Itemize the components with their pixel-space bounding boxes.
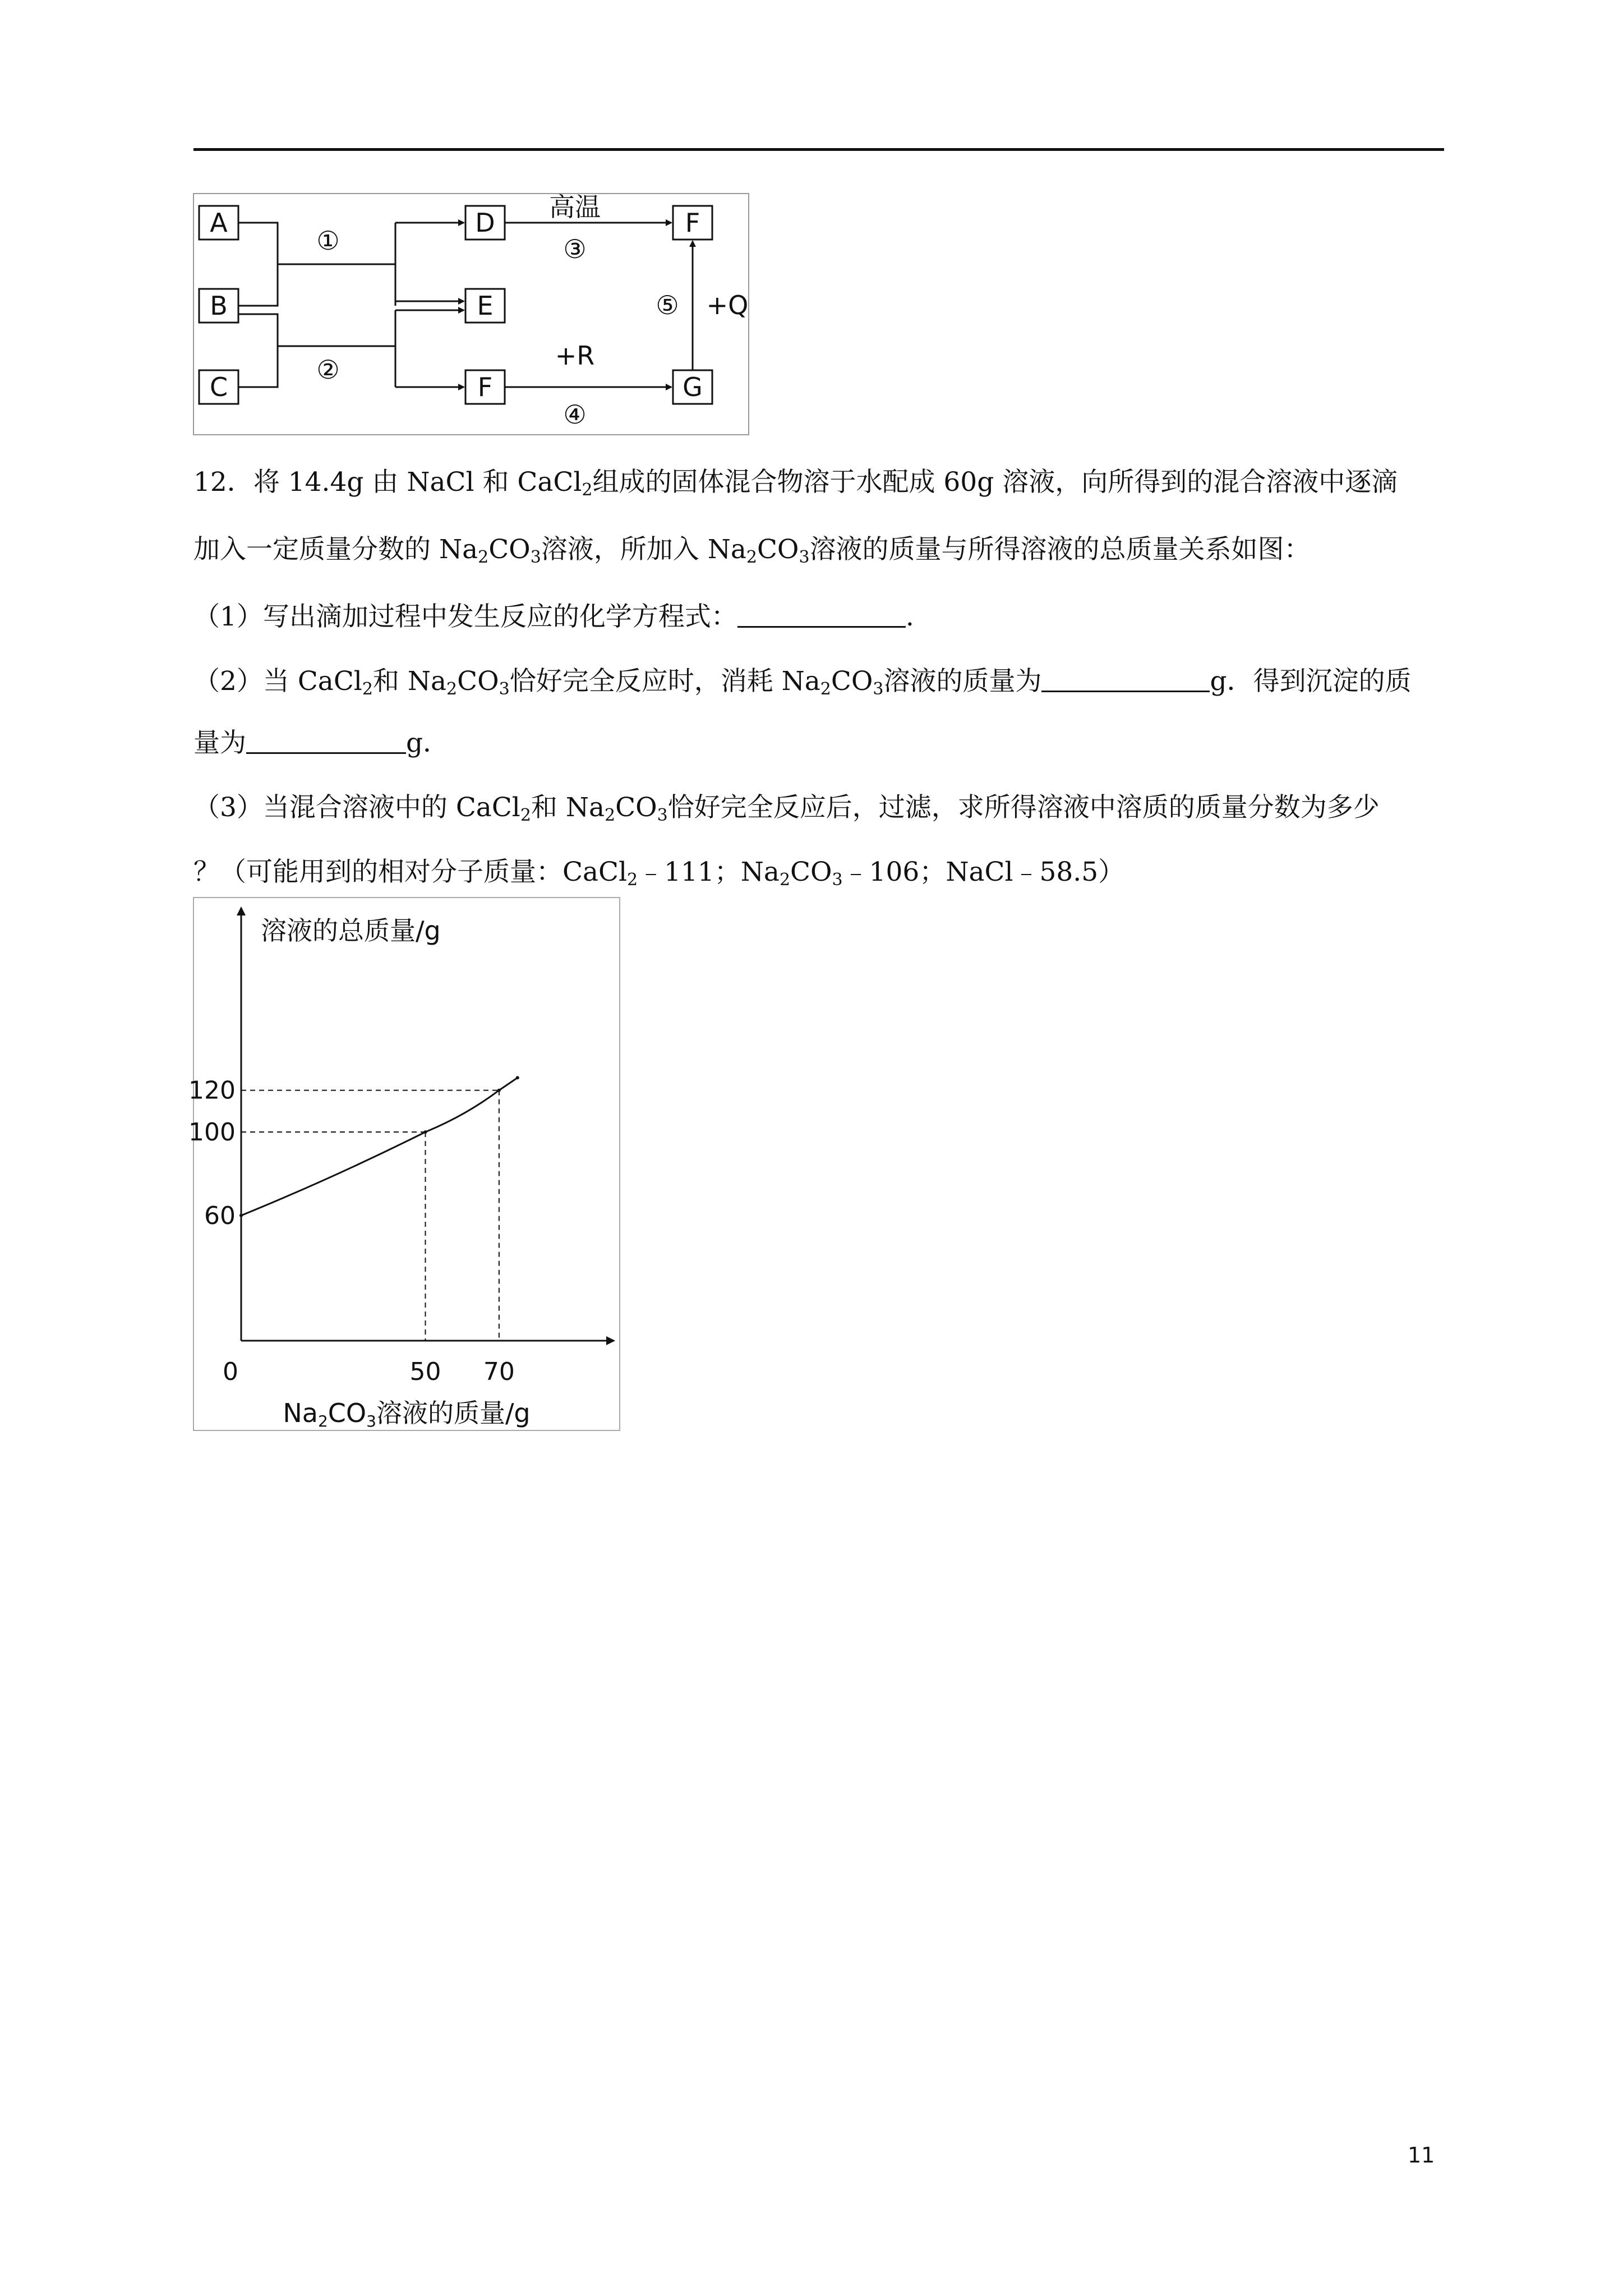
plus-q-label: +Q bbox=[706, 290, 749, 320]
node-d: D bbox=[475, 208, 495, 238]
subscript: 2 bbox=[605, 806, 616, 825]
subscript: 2 bbox=[582, 480, 593, 500]
text-segment: （3）当混合溶液中的 CaCl bbox=[193, 792, 520, 823]
node-a: A bbox=[210, 208, 228, 238]
subscript: 3 bbox=[832, 870, 843, 890]
text-segment: CO bbox=[457, 666, 499, 697]
text-segment: g． bbox=[406, 728, 450, 758]
subscript: 2 bbox=[779, 870, 791, 890]
node-f-top: F bbox=[685, 208, 700, 238]
subscript: 3 bbox=[530, 547, 541, 567]
subscript: 2 bbox=[626, 870, 638, 890]
origin-label: 0 bbox=[223, 1358, 238, 1386]
answer-blank-equation[interactable] bbox=[737, 602, 906, 628]
text-segment: 将 14.4g 由 NaCl 和 CaCl bbox=[253, 467, 582, 498]
node-f-bottom: F bbox=[477, 372, 493, 402]
subscript: 3 bbox=[499, 679, 510, 699]
x-tick-70: 70 bbox=[483, 1358, 515, 1386]
step-3-label: ③ bbox=[563, 234, 587, 264]
subscript: 2 bbox=[362, 679, 373, 699]
text-segment: 溶液，所加入 Na bbox=[541, 534, 746, 565]
step-5-label: ⑤ bbox=[656, 290, 679, 320]
header-rule bbox=[193, 148, 1444, 151]
text-segment: 溶液的质量为 bbox=[883, 666, 1042, 697]
x-axis-label: Na2CO3溶液的质量/g bbox=[283, 1398, 531, 1430]
subscript: 3 bbox=[873, 679, 884, 699]
answer-blank-precipitate-mass[interactable] bbox=[246, 729, 406, 754]
text-segment: CO bbox=[757, 534, 799, 565]
question-number: 12． bbox=[193, 467, 253, 498]
step-2-label: ② bbox=[316, 355, 340, 385]
text-segment: 恰好完全反应后，过滤，求所得溶液中溶质的质量分数为多少 bbox=[667, 792, 1380, 823]
question-part-2 bbox=[193, 665, 1450, 698]
subscript: 2 bbox=[820, 679, 831, 699]
text-segment: 溶液的质量与所得溶液的总质量关系如图： bbox=[809, 534, 1311, 565]
y-tick-120: 120 bbox=[188, 1076, 236, 1105]
question-part-3 bbox=[193, 791, 1450, 825]
text-segment: （1）写出滴加过程中发生反应的化学方程式： bbox=[193, 601, 737, 632]
text-segment: ﹣111；Na bbox=[638, 857, 780, 887]
text-segment: g．得到沉淀的质 bbox=[1210, 666, 1412, 697]
subscript: 2 bbox=[746, 547, 757, 567]
y-tick-60: 60 bbox=[204, 1201, 236, 1230]
text-segment: CO bbox=[790, 857, 832, 887]
reaction-flow-diagram bbox=[193, 194, 749, 435]
x-tick-50: 50 bbox=[409, 1358, 441, 1386]
y-axis-label: 溶液的总质量/g bbox=[261, 915, 441, 946]
text-segment: CO bbox=[831, 666, 873, 697]
subscript: 2 bbox=[446, 679, 458, 699]
text-segment: （2）当 CaCl bbox=[193, 666, 362, 697]
question-part-1 bbox=[193, 600, 1450, 634]
text-segment: 和 Na bbox=[372, 666, 447, 697]
text-segment: 加入一定质量分数的 Na bbox=[193, 534, 478, 565]
data-point-0 bbox=[239, 1214, 243, 1217]
text-segment: ﹣106；NaCl﹣58.5） bbox=[842, 857, 1125, 887]
data-point-1 bbox=[424, 1130, 427, 1134]
question-part-2-cont bbox=[193, 726, 1450, 760]
text-segment: CO bbox=[488, 534, 531, 565]
subscript: 3 bbox=[657, 806, 668, 825]
question-line-1 bbox=[193, 466, 1450, 499]
step-4-label: ④ bbox=[563, 399, 587, 430]
y-tick-100: 100 bbox=[188, 1118, 236, 1147]
mass-chart bbox=[188, 898, 620, 1430]
chart-frame bbox=[193, 898, 620, 1430]
text-segment: 恰好完全反应时，消耗 Na bbox=[509, 666, 820, 697]
text-segment: . bbox=[905, 601, 914, 632]
subscript: 2 bbox=[520, 806, 531, 825]
node-b: B bbox=[210, 291, 228, 321]
node-e: E bbox=[477, 291, 494, 321]
plus-r-label: +R bbox=[555, 341, 595, 371]
high-temp-label: 高温 bbox=[549, 192, 601, 222]
node-c: C bbox=[209, 372, 228, 402]
text-segment: CO bbox=[615, 792, 657, 823]
subscript: 3 bbox=[799, 547, 810, 567]
question-line-2 bbox=[193, 533, 1450, 567]
step-1-label: ① bbox=[316, 226, 340, 256]
data-point-3 bbox=[516, 1076, 519, 1079]
answer-blank-solution-mass[interactable] bbox=[1041, 667, 1210, 692]
text-segment: 量为 bbox=[193, 728, 246, 758]
subscript: 2 bbox=[478, 547, 489, 567]
question-part-3-cont bbox=[193, 855, 1450, 889]
text-segment: 和 Na bbox=[531, 792, 605, 823]
data-point-2 bbox=[497, 1089, 501, 1092]
page-number: 11 bbox=[1408, 2143, 1435, 2168]
node-g: G bbox=[683, 372, 703, 402]
text-segment: 组成的固体混合物溶于水配成 60g 溶液，向所得到的混合溶液中逐滴 bbox=[592, 467, 1398, 498]
text-segment: ？（可能用到的相对分子质量：CaCl bbox=[193, 857, 627, 887]
